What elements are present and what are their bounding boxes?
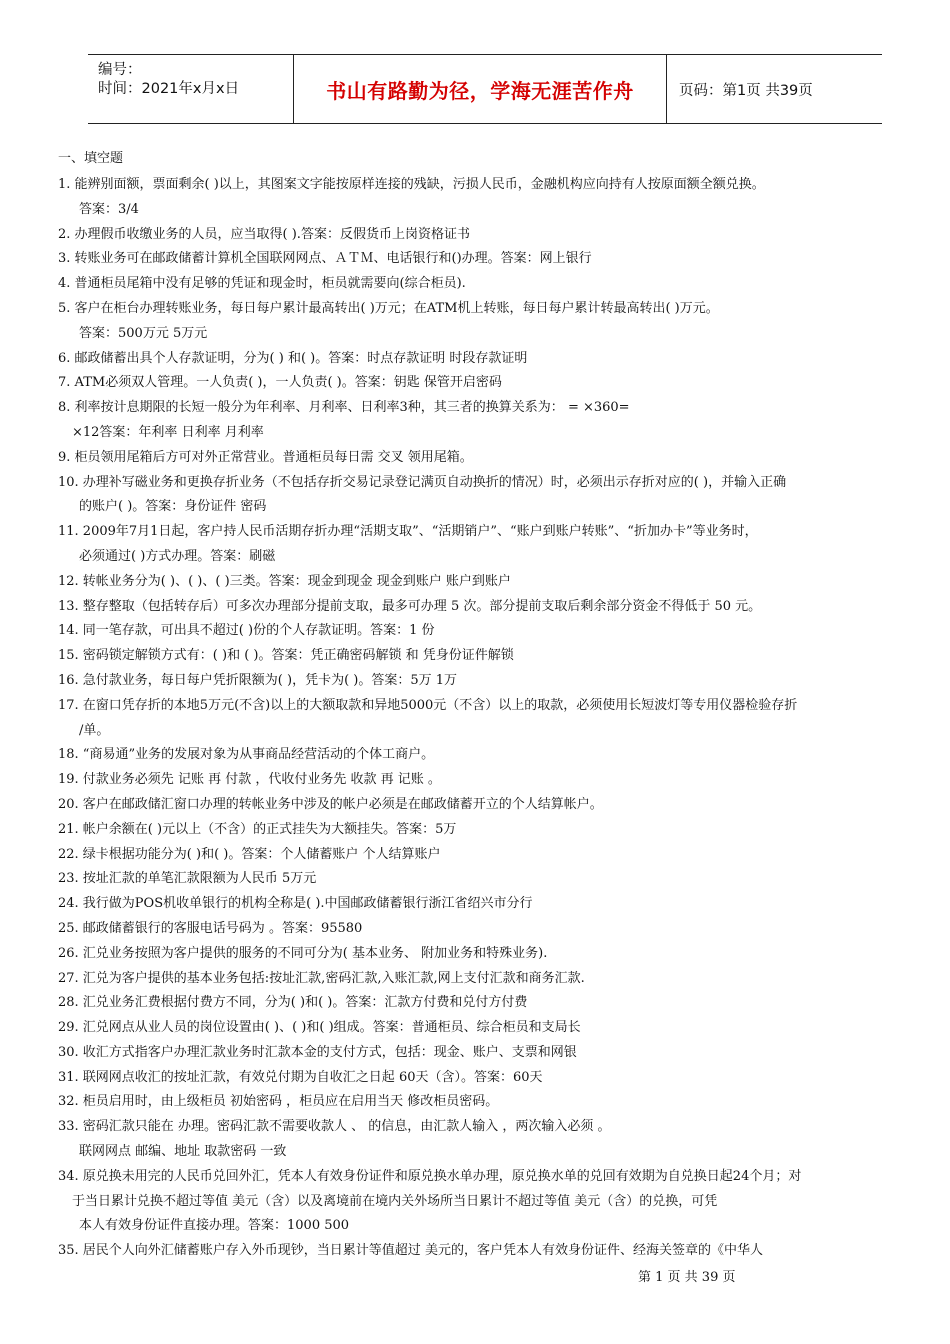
question-item: 13. 整存整取（包括转存后）可多次办理部分提前支取，最多可办理 5 次。部分提前支取后剩余部分资金不得低于 50 元。 (58, 598, 762, 614)
question-item: 26. 汇兑业务按照为客户提供的服务的不同可分为( 基本业务、 附加业务和特殊业务). (58, 945, 548, 961)
question-item: 22. 绿卡根据功能分为( )和( )。答案：个人储蓄账户 个人结算账户 (58, 846, 441, 862)
question-item: 30. 收汇方式指客户办理汇款业务时汇款本金的支付方式，包括：现金、账户、支票和网银 (58, 1044, 577, 1060)
question-item: 27. 汇兑为客户提供的基本业务包括:按址汇款,密码汇款,入账汇款,网上支付汇款和商务汇款. (58, 970, 585, 986)
header-motto: 书山有路勤为径，学海无涯苦作舟 (326, 78, 634, 103)
question-item: 32. 柜员启用时，由上级柜员 初始密码 ，柜员应在启用当天 修改柜员密码。 (58, 1094, 499, 1110)
question-item: 34. 原兑换未用完的人民币兑回外汇，凭本人有效身份证件和原兑换水单办理，原兑换水单的兑回有效期为自兑换日起24个月；对 (58, 1168, 802, 1184)
page-info: 页码：第1页 共39页 (679, 82, 813, 99)
question-item: 19. 付款业务必须先 记账 再 付款 ，代收付业务先 收款 再 记账 。 (58, 772, 441, 788)
question-continuation: 答案：500万元 5万元 (79, 325, 208, 341)
time-label: 时间：2021年x月x日 (98, 81, 240, 97)
question-item: 11. 2009年7月1日起，客户持人民币活期存折办理“活期支取”、“活期销户”、“账户到账户转账”、“折加办卡”等业务时， (58, 524, 758, 540)
question-continuation: 本人有效身份证件直接办理。答案：1000 500 (79, 1218, 350, 1234)
question-item: 3. 转账业务可在邮政储蓄计算机全国联网网点、ＡＴＭ、电话银行和()办理。答案：网上银行 (58, 251, 592, 267)
question-item: 5. 客户在柜台办理转账业务，每日每户累计最高转出( )万元；在ATM机上转账，每日每户累计转最高转出( )万元。 (58, 300, 719, 316)
question-item: 17. 在窗口凭存折的本地5万元(不含)以上的大额取款和异地5000元（不含）以上的取款，必须使用长短波灯等专用仪器检验存折 (58, 697, 798, 713)
question-continuation: /单。 (79, 722, 110, 738)
question-item: 31. 联网网点收汇的按址汇款，有效兑付期为自收汇之日起 60天（含）。答案：60天 (58, 1069, 543, 1085)
question-item: 14. 同一笔存款，可出具不超过( )份的个人存款证明。答案：1 份 (58, 623, 435, 639)
question-item: 28. 汇兑业务汇费根据付费方不同，分为( )和( )。答案：汇款方付费和兑付方付费 (58, 995, 528, 1011)
question-item: 4. 普通柜员尾箱中没有足够的凭证和现金时，柜员就需要向(综合柜员). (58, 276, 466, 292)
section-title: 一、填空题 (58, 151, 124, 166)
question-item: 1. 能辨别面额，票面剩余( )以上，其图案文字能按原样连接的残缺，污损人民币，金融机构应向持有人按原面额全额兑换。 (58, 177, 765, 192)
question-item: 6. 邮政储蓄出具个人存款证明，分为( ) 和( )。答案：时点存款证明 时段存款证明 (58, 350, 528, 366)
document-body (58, 148, 890, 1264)
question-item: 12. 转帐业务分为( )、( )、( )三类。答案：现金到现金 现金到账户 账户到账户 (58, 573, 511, 589)
question-item: 18. “商易通”业务的发展对象为从事商品经营活动的个体工商户。 (58, 747, 435, 763)
code-label: 编号： (98, 62, 142, 78)
question-item: 25. 邮政储蓄银行的客服电话号码为 。答案：95580 (58, 920, 363, 936)
question-item: 29. 汇兑网点从业人员的岗位设置由( )、( )和( )组成。答案：普通柜员、综合柜员和支局长 (58, 1020, 581, 1036)
question-list (58, 173, 890, 1264)
question-continuation: 于当日累计兑换不超过等值 美元（含）以及离境前在境内关外场所当日累计不超过等值 美元（含）的兑换，可凭 (72, 1193, 718, 1209)
question-item: 23. 按址汇款的单笔汇款限额为人民币 5万元 (58, 871, 317, 887)
question-item: 21. 帐户余额在( )元以上（不含）的正式挂失为大额挂失。答案：5万 (58, 821, 457, 837)
question-item: 16. 急付款业务，每日每户凭折限额为( )，凭卡为( )。答案：5万 1万 (58, 672, 458, 688)
question-continuation: ×12答案：年利率 日利率 月利率 (72, 424, 264, 440)
header-table (88, 54, 882, 124)
question-continuation: 答案：3/4 (79, 201, 139, 217)
page-footer: 第 1 页 共 39 页 (638, 1270, 736, 1285)
question-continuation: 必须通过( )方式办理。答案：刷磁 (79, 548, 276, 564)
question-item: 8. 利率按计息期限的长短一般分为年利率、月利率、日利率3种，其三者的换算关系为： = ×360= (58, 400, 630, 416)
question-item: 9. 柜员领用尾箱后方可对外正常营业。普通柜员每日需 交叉 领用尾箱。 (58, 449, 473, 465)
header-meta (88, 55, 293, 123)
question-item: 24. 我行做为POS机收单银行的机构全称是( ).中国邮政储蓄银行浙江省绍兴市分行 (58, 896, 533, 912)
question-item: 2. 办理假币收缴业务的人员，应当取得( ).答案：反假货币上岗资格证书 (58, 226, 470, 242)
question-item: 15. 密码锁定解锁方式有：( )和 ( )。答案：凭正确密码解锁 和 凭身份证件解锁 (58, 648, 514, 664)
question-continuation: 的账户( )。答案：身份证件 密码 (79, 499, 267, 515)
question-item: 20. 客户在邮政储汇窗口办理的转帐业务中涉及的帐户必须是在邮政储蓄开立的个人结算帐户。 (58, 796, 603, 812)
question-continuation: 联网网点 邮编、地址 取款密码 一致 (79, 1144, 287, 1160)
question-item: 35. 居民个人向外汇储蓄账户存入外币现钞，当日累计等值超过 美元的，客户凭本人有效身份证件、经海关签章的《中华人 (58, 1243, 763, 1259)
question-item: 33. 密码汇款只能在 办理。密码汇款不需要收款人 、 的信息，由汇款人输入 ，两次输入必须 。 (58, 1119, 611, 1135)
question-item: 10. 办理补写磁业务和更换存折业务（不包括存折交易记录登记满页自动换折的情况）时，必须出示存折对应的( )，并输入正确 (58, 474, 787, 490)
question-item: 7. ATM必须双人管理。一人负责( )，一人负责( )。答案：钥匙 保管开启密码 (58, 375, 502, 391)
